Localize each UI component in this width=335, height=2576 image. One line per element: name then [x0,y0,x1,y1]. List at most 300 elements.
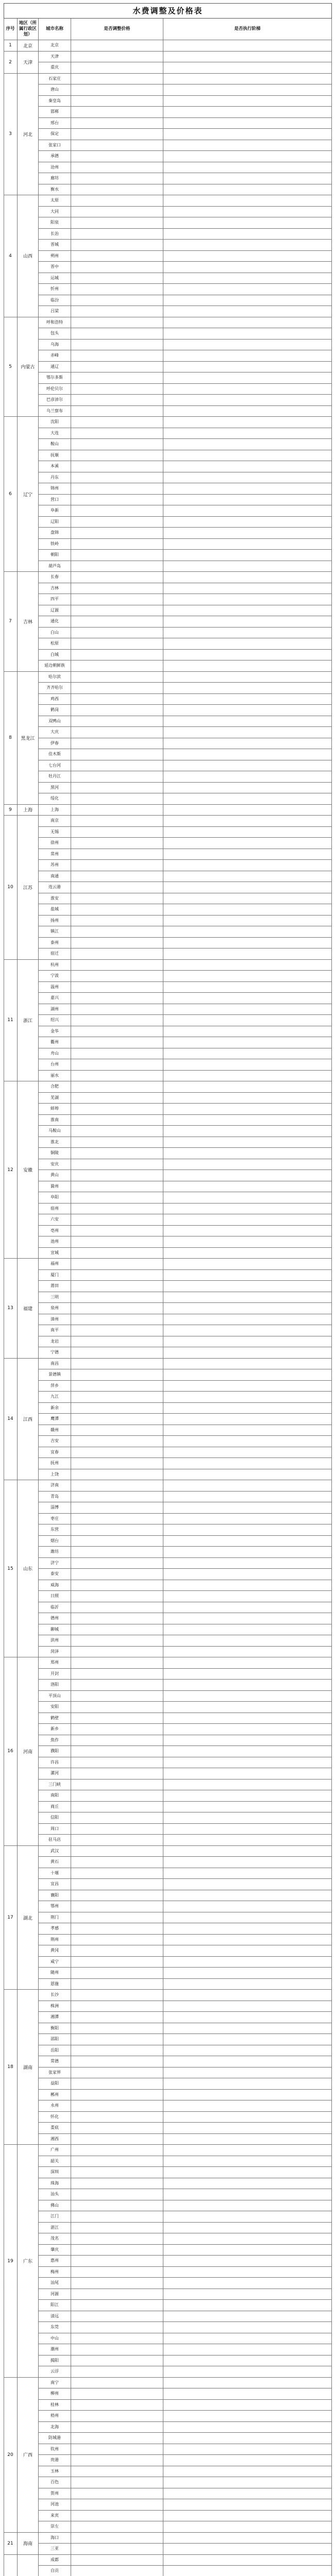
row-tiered-cell[interactable] [163,1846,332,1857]
row-adjusted-cell[interactable] [71,1923,163,1935]
row-adjusted-cell[interactable] [71,395,163,406]
row-adjusted-cell[interactable] [71,1492,163,1503]
row-adjusted-cell[interactable] [71,749,163,760]
row-adjusted-cell[interactable] [71,1392,163,1403]
row-adjusted-cell[interactable] [71,2167,163,2178]
row-adjusted-cell[interactable] [71,306,163,317]
row-tiered-cell[interactable] [163,461,332,472]
row-tiered-cell[interactable] [163,2001,332,2012]
row-tiered-cell[interactable] [163,1868,332,1879]
row-tiered-cell[interactable] [163,760,332,772]
row-tiered-cell[interactable] [163,783,332,794]
row-adjusted-cell[interactable] [71,605,163,617]
row-adjusted-cell[interactable] [71,716,163,727]
row-tiered-cell[interactable] [163,140,332,151]
row-tiered-cell[interactable] [163,262,332,273]
row-tiered-cell[interactable] [163,1381,332,1392]
row-adjusted-cell[interactable] [71,495,163,506]
row-adjusted-cell[interactable] [71,2433,163,2444]
row-adjusted-cell[interactable] [71,2422,163,2433]
row-tiered-cell[interactable] [163,1336,332,1348]
row-adjusted-cell[interactable] [71,893,163,905]
row-adjusted-cell[interactable] [71,760,163,772]
row-tiered-cell[interactable] [163,738,332,750]
row-tiered-cell[interactable] [163,52,332,63]
row-tiered-cell[interactable] [163,1214,332,1226]
row-adjusted-cell[interactable] [71,1004,163,1015]
row-adjusted-cell[interactable] [71,1735,163,1747]
row-tiered-cell[interactable] [163,1757,332,1769]
row-tiered-cell[interactable] [163,184,332,196]
row-tiered-cell[interactable] [163,1081,332,1093]
row-adjusted-cell[interactable] [71,1026,163,1038]
row-tiered-cell[interactable] [163,1724,332,1735]
row-tiered-cell[interactable] [163,2499,332,2511]
row-adjusted-cell[interactable] [71,1469,163,1481]
row-tiered-cell[interactable] [163,2455,332,2466]
row-tiered-cell[interactable] [163,2112,332,2123]
row-adjusted-cell[interactable] [71,1945,163,1957]
row-adjusted-cell[interactable] [71,1613,163,1624]
row-adjusted-cell[interactable] [71,1657,163,1669]
row-adjusted-cell[interactable] [71,1691,163,1702]
row-tiered-cell[interactable] [163,1236,332,1248]
row-adjusted-cell[interactable] [71,1170,163,1181]
row-tiered-cell[interactable] [163,1901,332,1912]
row-adjusted-cell[interactable] [71,1369,163,1381]
row-adjusted-cell[interactable] [71,2300,163,2311]
row-tiered-cell[interactable] [163,2388,332,2400]
row-tiered-cell[interactable] [163,517,332,528]
row-adjusted-cell[interactable] [71,683,163,694]
row-tiered-cell[interactable] [163,1569,332,1580]
row-tiered-cell[interactable] [163,2178,332,2190]
row-tiered-cell[interactable] [163,450,332,462]
row-tiered-cell[interactable] [163,1935,332,1946]
row-adjusted-cell[interactable] [71,1635,163,1647]
row-adjusted-cell[interactable] [71,1126,163,1137]
row-tiered-cell[interactable] [163,572,332,583]
row-adjusted-cell[interactable] [71,2333,163,2345]
row-tiered-cell[interactable] [163,1602,332,1614]
row-adjusted-cell[interactable] [71,2034,163,2045]
row-tiered-cell[interactable] [163,1657,332,1669]
row-adjusted-cell[interactable] [71,251,163,262]
row-tiered-cell[interactable] [163,2100,332,2112]
row-tiered-cell[interactable] [163,1436,332,1447]
row-tiered-cell[interactable] [163,350,332,362]
row-adjusted-cell[interactable] [71,660,163,672]
row-adjusted-cell[interactable] [71,74,163,85]
row-tiered-cell[interactable] [163,173,332,184]
row-tiered-cell[interactable] [163,96,332,107]
row-adjusted-cell[interactable] [71,328,163,340]
row-adjusted-cell[interactable] [71,1403,163,1414]
row-tiered-cell[interactable] [163,1048,332,1060]
row-tiered-cell[interactable] [163,2344,332,2355]
row-adjusted-cell[interactable] [71,628,163,639]
row-adjusted-cell[interactable] [71,2311,163,2323]
row-adjusted-cell[interactable] [71,771,163,783]
row-adjusted-cell[interactable] [71,1790,163,1802]
row-adjusted-cell[interactable] [71,860,163,871]
row-tiered-cell[interactable] [163,129,332,140]
row-tiered-cell[interactable] [163,605,332,617]
row-tiered-cell[interactable] [163,2034,332,2045]
row-adjusted-cell[interactable] [71,1325,163,1336]
row-adjusted-cell[interactable] [71,2455,163,2466]
row-tiered-cell[interactable] [163,495,332,506]
row-adjusted-cell[interactable] [71,1281,163,1292]
row-adjusted-cell[interactable] [71,1336,163,1348]
row-tiered-cell[interactable] [163,1979,332,1990]
row-tiered-cell[interactable] [163,749,332,760]
row-adjusted-cell[interactable] [71,1680,163,1691]
row-tiered-cell[interactable] [163,1115,332,1126]
row-tiered-cell[interactable] [163,904,332,916]
row-adjusted-cell[interactable] [71,2511,163,2522]
row-tiered-cell[interactable] [163,528,332,539]
row-adjusted-cell[interactable] [71,2521,163,2533]
row-adjusted-cell[interactable] [71,916,163,927]
row-tiered-cell[interactable] [163,2023,332,2035]
row-tiered-cell[interactable] [163,2056,332,2067]
row-tiered-cell[interactable] [163,838,332,849]
row-tiered-cell[interactable] [163,1226,332,1237]
row-adjusted-cell[interactable] [71,2488,163,2500]
row-adjusted-cell[interactable] [71,1159,163,1171]
row-adjusted-cell[interactable] [71,240,163,251]
row-tiered-cell[interactable] [163,273,332,284]
row-tiered-cell[interactable] [163,483,332,495]
row-tiered-cell[interactable] [163,2090,332,2101]
row-adjusted-cell[interactable] [71,2223,163,2234]
row-tiered-cell[interactable] [163,1923,332,1935]
row-tiered-cell[interactable] [163,1691,332,1702]
row-adjusted-cell[interactable] [71,1669,163,1680]
row-adjusted-cell[interactable] [71,1059,163,1071]
row-adjusted-cell[interactable] [71,2256,163,2267]
row-tiered-cell[interactable] [163,1059,332,1071]
row-adjusted-cell[interactable] [71,1447,163,1459]
row-adjusted-cell[interactable] [71,1381,163,1392]
row-tiered-cell[interactable] [163,2300,332,2311]
row-adjusted-cell[interactable] [71,871,163,883]
row-tiered-cell[interactable] [163,1259,332,1270]
row-tiered-cell[interactable] [163,251,332,262]
row-tiered-cell[interactable] [163,2333,332,2345]
row-tiered-cell[interactable] [163,1359,332,1370]
row-adjusted-cell[interactable] [71,96,163,107]
row-tiered-cell[interactable] [163,107,332,118]
row-adjusted-cell[interactable] [71,52,163,63]
row-adjusted-cell[interactable] [71,738,163,750]
row-adjusted-cell[interactable] [71,1935,163,1946]
row-adjusted-cell[interactable] [71,384,163,395]
row-adjusted-cell[interactable] [71,1314,163,1326]
row-tiered-cell[interactable] [163,1480,332,1492]
row-tiered-cell[interactable] [163,1093,332,1104]
row-adjusted-cell[interactable] [71,1347,163,1359]
row-tiered-cell[interactable] [163,1647,332,1658]
row-tiered-cell[interactable] [163,2167,332,2178]
row-adjusted-cell[interactable] [71,461,163,472]
row-tiered-cell[interactable] [163,1303,332,1314]
row-adjusted-cell[interactable] [71,2200,163,2212]
row-tiered-cell[interactable] [163,683,332,694]
row-tiered-cell[interactable] [163,2555,332,2566]
row-tiered-cell[interactable] [163,1392,332,1403]
row-adjusted-cell[interactable] [71,1292,163,1303]
row-adjusted-cell[interactable] [71,2322,163,2333]
row-adjusted-cell[interactable] [71,793,163,805]
row-tiered-cell[interactable] [163,2078,332,2090]
row-adjusted-cell[interactable] [71,417,163,428]
row-adjusted-cell[interactable] [71,1436,163,1447]
row-adjusted-cell[interactable] [71,2388,163,2400]
row-tiered-cell[interactable] [163,439,332,450]
row-adjusted-cell[interactable] [71,1647,163,1658]
row-adjusted-cell[interactable] [71,84,163,96]
row-tiered-cell[interactable] [163,2012,332,2023]
row-adjusted-cell[interactable] [71,1802,163,1813]
row-adjusted-cell[interactable] [71,107,163,118]
row-tiered-cell[interactable] [163,1591,332,1602]
row-adjusted-cell[interactable] [71,2355,163,2367]
row-adjusted-cell[interactable] [71,2067,163,2079]
row-tiered-cell[interactable] [163,971,332,982]
row-tiered-cell[interactable] [163,2511,332,2522]
row-tiered-cell[interactable] [163,705,332,716]
row-tiered-cell[interactable] [163,2200,332,2212]
row-tiered-cell[interactable] [163,938,332,949]
row-adjusted-cell[interactable] [71,273,163,284]
row-adjusted-cell[interactable] [71,1148,163,1159]
row-tiered-cell[interactable] [163,1369,332,1381]
row-tiered-cell[interactable] [163,1347,332,1359]
row-tiered-cell[interactable] [163,2544,332,2555]
row-adjusted-cell[interactable] [71,1270,163,1281]
row-tiered-cell[interactable] [163,1669,332,1680]
row-tiered-cell[interactable] [163,1492,332,1503]
row-adjusted-cell[interactable] [71,838,163,849]
row-adjusted-cell[interactable] [71,340,163,351]
row-adjusted-cell[interactable] [71,2477,163,2488]
row-adjusted-cell[interactable] [71,1968,163,1979]
row-adjusted-cell[interactable] [71,1890,163,1902]
row-tiered-cell[interactable] [163,1314,332,1326]
row-tiered-cell[interactable] [163,1137,332,1148]
row-tiered-cell[interactable] [163,771,332,783]
row-adjusted-cell[interactable] [71,2555,163,2566]
row-adjusted-cell[interactable] [71,616,163,628]
row-tiered-cell[interactable] [163,1270,332,1281]
row-adjusted-cell[interactable] [71,694,163,705]
row-adjusted-cell[interactable] [71,40,163,52]
row-adjusted-cell[interactable] [71,173,163,184]
row-tiered-cell[interactable] [163,716,332,727]
row-tiered-cell[interactable] [163,727,332,738]
row-tiered-cell[interactable] [163,793,332,805]
row-adjusted-cell[interactable] [71,2056,163,2067]
row-tiered-cell[interactable] [163,362,332,373]
row-adjusted-cell[interactable] [71,2533,163,2544]
row-adjusted-cell[interactable] [71,207,163,218]
row-tiered-cell[interactable] [163,1536,332,1547]
row-adjusted-cell[interactable] [71,62,163,74]
row-tiered-cell[interactable] [163,1802,332,1813]
row-tiered-cell[interactable] [163,1458,332,1469]
row-adjusted-cell[interactable] [71,2267,163,2278]
row-adjusted-cell[interactable] [71,2289,163,2300]
row-adjusted-cell[interactable] [71,948,163,960]
row-adjusted-cell[interactable] [71,1558,163,1569]
row-adjusted-cell[interactable] [71,1580,163,1591]
row-tiered-cell[interactable] [163,1558,332,1569]
row-tiered-cell[interactable] [163,2156,332,2167]
row-tiered-cell[interactable] [163,1126,332,1137]
row-tiered-cell[interactable] [163,960,332,971]
row-tiered-cell[interactable] [163,882,332,893]
row-tiered-cell[interactable] [163,340,332,351]
row-adjusted-cell[interactable] [71,151,163,162]
row-tiered-cell[interactable] [163,372,332,384]
row-adjusted-cell[interactable] [71,2245,163,2256]
row-tiered-cell[interactable] [163,1514,332,1525]
row-adjusted-cell[interactable] [71,2211,163,2223]
row-tiered-cell[interactable] [163,472,332,484]
row-tiered-cell[interactable] [163,2422,332,2433]
row-tiered-cell[interactable] [163,694,332,705]
row-adjusted-cell[interactable] [71,1812,163,1824]
row-tiered-cell[interactable] [163,2477,332,2488]
row-adjusted-cell[interactable] [71,1093,163,1104]
row-tiered-cell[interactable] [163,1037,332,1048]
row-adjusted-cell[interactable] [71,217,163,229]
row-adjusted-cell[interactable] [71,295,163,307]
row-adjusted-cell[interactable] [71,2366,163,2378]
row-tiered-cell[interactable] [163,1547,332,1558]
row-adjusted-cell[interactable] [71,1868,163,1879]
row-adjusted-cell[interactable] [71,195,163,207]
row-adjusted-cell[interactable] [71,229,163,240]
row-adjusted-cell[interactable] [71,362,163,373]
row-tiered-cell[interactable] [163,550,332,561]
row-adjusted-cell[interactable] [71,783,163,794]
row-adjusted-cell[interactable] [71,2444,163,2455]
row-adjusted-cell[interactable] [71,372,163,384]
row-tiered-cell[interactable] [163,1912,332,1924]
row-adjusted-cell[interactable] [71,472,163,484]
row-tiered-cell[interactable] [163,1790,332,1802]
row-tiered-cell[interactable] [163,2444,332,2455]
row-tiered-cell[interactable] [163,2145,332,2156]
row-tiered-cell[interactable] [163,1026,332,1038]
row-tiered-cell[interactable] [163,1425,332,1436]
row-adjusted-cell[interactable] [71,1214,163,1226]
row-adjusted-cell[interactable] [71,2566,163,2576]
row-adjusted-cell[interactable] [71,2278,163,2289]
row-adjusted-cell[interactable] [71,971,163,982]
row-adjusted-cell[interactable] [71,1458,163,1469]
row-adjusted-cell[interactable] [71,904,163,916]
row-adjusted-cell[interactable] [71,162,163,174]
row-adjusted-cell[interactable] [71,561,163,572]
row-tiered-cell[interactable] [163,151,332,162]
row-tiered-cell[interactable] [163,805,332,816]
row-adjusted-cell[interactable] [71,1624,163,1636]
row-tiered-cell[interactable] [163,2488,332,2500]
row-tiered-cell[interactable] [163,1170,332,1181]
row-adjusted-cell[interactable] [71,528,163,539]
row-tiered-cell[interactable] [163,893,332,905]
row-adjusted-cell[interactable] [71,1857,163,1868]
row-adjusted-cell[interactable] [71,1236,163,1248]
row-adjusted-cell[interactable] [71,882,163,893]
row-tiered-cell[interactable] [163,2411,332,2422]
row-tiered-cell[interactable] [163,1181,332,1193]
row-tiered-cell[interactable] [163,1469,332,1481]
row-adjusted-cell[interactable] [71,1702,163,1713]
row-tiered-cell[interactable] [163,417,332,428]
row-tiered-cell[interactable] [163,2123,332,2134]
row-adjusted-cell[interactable] [71,317,163,329]
row-adjusted-cell[interactable] [71,2233,163,2245]
row-adjusted-cell[interactable] [71,2134,163,2145]
row-adjusted-cell[interactable] [71,1425,163,1436]
row-tiered-cell[interactable] [163,948,332,960]
row-adjusted-cell[interactable] [71,1547,163,1558]
row-adjusted-cell[interactable] [71,1081,163,1093]
row-tiered-cell[interactable] [163,395,332,406]
row-tiered-cell[interactable] [163,1159,332,1171]
row-tiered-cell[interactable] [163,616,332,628]
row-tiered-cell[interactable] [163,1835,332,1846]
row-adjusted-cell[interactable] [71,1979,163,1990]
row-adjusted-cell[interactable] [71,2045,163,2057]
row-adjusted-cell[interactable] [71,1524,163,1536]
row-tiered-cell[interactable] [163,2322,332,2333]
row-tiered-cell[interactable] [163,1613,332,1624]
row-adjusted-cell[interactable] [71,1104,163,1115]
row-tiered-cell[interactable] [163,2256,332,2267]
row-adjusted-cell[interactable] [71,2544,163,2555]
row-adjusted-cell[interactable] [71,2189,163,2200]
row-tiered-cell[interactable] [163,1071,332,1082]
row-tiered-cell[interactable] [163,827,332,838]
row-tiered-cell[interactable] [163,1104,332,1115]
row-adjusted-cell[interactable] [71,1846,163,1857]
row-tiered-cell[interactable] [163,1447,332,1459]
row-adjusted-cell[interactable] [71,572,163,583]
row-tiered-cell[interactable] [163,660,332,672]
row-tiered-cell[interactable] [163,2134,332,2145]
row-adjusted-cell[interactable] [71,849,163,860]
row-tiered-cell[interactable] [163,1502,332,1514]
row-adjusted-cell[interactable] [71,2078,163,2090]
row-adjusted-cell[interactable] [71,1591,163,1602]
row-adjusted-cell[interactable] [71,2100,163,2112]
row-adjusted-cell[interactable] [71,1912,163,1924]
row-adjusted-cell[interactable] [71,1502,163,1514]
row-tiered-cell[interactable] [163,594,332,605]
row-adjusted-cell[interactable] [71,1879,163,1890]
row-tiered-cell[interactable] [163,1624,332,1636]
row-adjusted-cell[interactable] [71,483,163,495]
row-adjusted-cell[interactable] [71,960,163,971]
row-adjusted-cell[interactable] [71,140,163,151]
row-tiered-cell[interactable] [163,1780,332,1791]
